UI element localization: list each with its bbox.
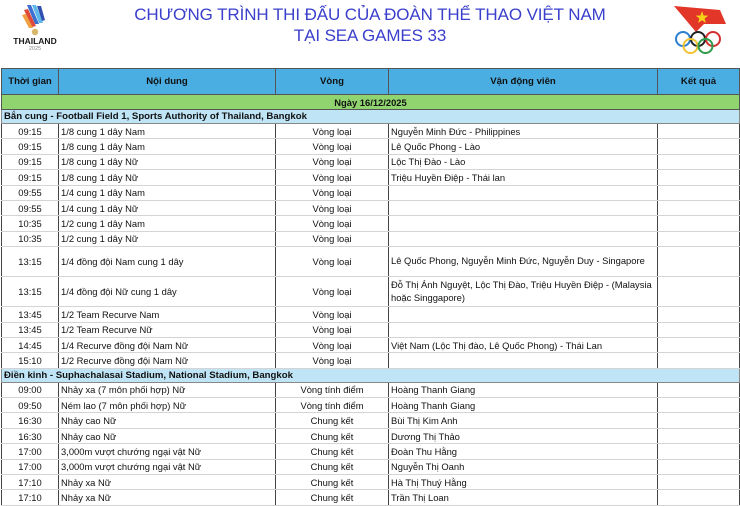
cell-time: 14:45 — [2, 337, 59, 352]
table-body — [2, 95, 740, 506]
cell-athletes — [389, 307, 658, 322]
table-row — [2, 170, 740, 185]
cell-round: Vòng loại — [276, 307, 389, 322]
cell-round: Vòng loại — [276, 247, 389, 277]
cell-round: Vòng loại — [276, 353, 389, 368]
table-row — [2, 428, 740, 443]
cell-content: 1/8 cung 1 dây Nam — [59, 124, 276, 139]
cell-content: Ném lao (7 môn phối hợp) Nữ — [59, 398, 276, 413]
cell-result — [658, 216, 740, 231]
cell-time: 09:50 — [2, 398, 59, 413]
cell-time: 09:55 — [2, 185, 59, 200]
cell-round: Chung kết — [276, 428, 389, 443]
cell-time: 13:45 — [2, 307, 59, 322]
cell-content: Nhảy xa Nữ — [59, 490, 276, 505]
cell-result — [658, 185, 740, 200]
cell-content: 1/8 cung 1 dây Nam — [59, 139, 276, 154]
cell-athletes: Đỗ Thị Ánh Nguyệt, Lộc Thị Đào, Triệu Huyền Điệp - (Malaysia hoặc Singgapore) — [389, 277, 658, 307]
cell-round: Vòng loại — [276, 277, 389, 307]
cell-result — [658, 444, 740, 459]
table-row — [2, 247, 740, 277]
cell-round: Chung kết — [276, 490, 389, 505]
cell-content: 1/4 cung 1 dây Nữ — [59, 200, 276, 215]
sea-games-thailand-logo — [10, 2, 60, 58]
cell-time: 09:15 — [2, 154, 59, 169]
cell-round: Vòng loại — [276, 124, 389, 139]
cell-athletes: Nguyễn Minh Đức - Philippines — [389, 124, 658, 139]
cell-athletes: Đoàn Thu Hằng — [389, 444, 658, 459]
cell-content: Nhảy xa Nữ — [59, 475, 276, 490]
table-row — [2, 444, 740, 459]
cell-round: Vòng loại — [276, 322, 389, 337]
cell-round: Chung kết — [276, 475, 389, 490]
cell-content: 1/4 cung 1 dây Nam — [59, 185, 276, 200]
column-header-athletes: Vận động viên — [389, 69, 658, 95]
cell-content: 1/4 Recurve đồng đội Nam Nữ — [59, 337, 276, 352]
cell-result — [658, 382, 740, 397]
section-header-row — [2, 368, 740, 382]
cell-round: Vòng loại — [276, 185, 389, 200]
cell-time: 16:30 — [2, 428, 59, 443]
cell-athletes: Lê Quốc Phong - Lào — [389, 139, 658, 154]
table-row — [2, 490, 740, 505]
cell-round: Vòng loại — [276, 200, 389, 215]
cell-time: 17:10 — [2, 475, 59, 490]
cell-athletes: Hà Thị Thuý Hằng — [389, 475, 658, 490]
cell-athletes — [389, 353, 658, 368]
cell-content: 1/2 Team Recurve Nam — [59, 307, 276, 322]
cell-round: Vòng loại — [276, 231, 389, 246]
cell-athletes: Trần Thị Loan — [389, 490, 658, 505]
cell-athletes — [389, 216, 658, 231]
date-row — [2, 95, 740, 110]
cell-round: Vòng loại — [276, 216, 389, 231]
cell-content: 3,000m vượt chướng ngại vật Nữ — [59, 444, 276, 459]
cell-round: Vòng tính điểm — [276, 398, 389, 413]
cell-athletes: Nguyễn Thị Oanh — [389, 459, 658, 474]
cell-content: 1/8 cung 1 dây Nữ — [59, 170, 276, 185]
table-row — [2, 413, 740, 428]
cell-content: 1/8 cung 1 dây Nữ — [59, 154, 276, 169]
cell-athletes: Lê Quốc Phong, Nguyễn Minh Đức, Nguyễn Duy - Singapore — [389, 247, 658, 277]
table-row — [2, 382, 740, 397]
cell-athletes — [389, 231, 658, 246]
column-header-result: Kết quả — [658, 69, 740, 95]
cell-time: 09:15 — [2, 170, 59, 185]
cell-time: 15:10 — [2, 353, 59, 368]
cell-result — [658, 490, 740, 505]
schedule-table — [1, 68, 740, 506]
cell-time: 09:55 — [2, 200, 59, 215]
cell-content: 1/2 cung 1 dây Nữ — [59, 231, 276, 246]
table-row — [2, 185, 740, 200]
cell-time: 09:15 — [2, 139, 59, 154]
cell-athletes: Bùi Thị Kim Anh — [389, 413, 658, 428]
title-line-1: CHƯƠNG TRÌNH THI ĐẤU CỦA ĐOÀN THỂ THAO VIỆT NAM — [134, 5, 606, 24]
page-title — [120, 4, 620, 46]
cell-time: 09:15 — [2, 124, 59, 139]
column-header-round: Vòng — [276, 69, 389, 95]
cell-content: 1/4 đồng đội Nữ cung 1 dây — [59, 277, 276, 307]
cell-result — [658, 200, 740, 215]
logo-brand-text: THAILAND — [13, 36, 57, 46]
cell-content: 1/2 Recurve đồng đội Nam Nữ — [59, 353, 276, 368]
cell-athletes — [389, 200, 658, 215]
cell-result — [658, 413, 740, 428]
cell-result — [658, 459, 740, 474]
cell-round: Vòng tính điểm — [276, 382, 389, 397]
date-label: Ngày 16/12/2025 — [2, 95, 740, 110]
table-row — [2, 459, 740, 474]
table-row — [2, 200, 740, 215]
cell-round: Chung kết — [276, 444, 389, 459]
cell-result — [658, 475, 740, 490]
cell-result — [658, 247, 740, 277]
section-header-row — [2, 110, 740, 124]
cell-content: 1/2 cung 1 dây Nam — [59, 216, 276, 231]
vietnam-olympic-committee-logo — [670, 2, 732, 58]
cell-time: 10:35 — [2, 216, 59, 231]
section-title: Bắn cung - Football Field 1, Sports Authority of Thailand, Bangkok — [2, 110, 740, 124]
olympic-rings-flag-icon — [670, 2, 732, 58]
cell-result — [658, 398, 740, 413]
table-header-row — [2, 69, 740, 95]
cell-content: Nhảy cao Nữ — [59, 428, 276, 443]
table-row — [2, 139, 740, 154]
table-row — [2, 307, 740, 322]
cell-result — [658, 322, 740, 337]
cell-time: 13:15 — [2, 247, 59, 277]
cell-content: Nhảy xa (7 môn phối hợp) Nữ — [59, 382, 276, 397]
cell-round: Vòng loại — [276, 139, 389, 154]
cell-round: Vòng loại — [276, 154, 389, 169]
cell-time: 09:00 — [2, 382, 59, 397]
cell-content: 1/4 đồng đội Nam cung 1 dây — [59, 247, 276, 277]
logo-year-text: 2025 — [28, 46, 42, 52]
cell-result — [658, 277, 740, 307]
cell-round: Chung kết — [276, 413, 389, 428]
cell-result — [658, 337, 740, 352]
cell-round: Vòng loại — [276, 337, 389, 352]
cell-result — [658, 353, 740, 368]
cell-result — [658, 139, 740, 154]
cell-athletes — [389, 322, 658, 337]
cell-athletes — [389, 185, 658, 200]
cell-round: Vòng loại — [276, 170, 389, 185]
table-row — [2, 277, 740, 307]
table-row — [2, 154, 740, 169]
table-row — [2, 216, 740, 231]
table-row — [2, 322, 740, 337]
title-line-2: TẠI SEA GAMES 33 — [293, 26, 447, 45]
cell-time: 17:10 — [2, 490, 59, 505]
cell-result — [658, 307, 740, 322]
cell-time: 17:00 — [2, 444, 59, 459]
cell-result — [658, 124, 740, 139]
cell-content: 3,000m vượt chướng ngại vật Nữ — [59, 459, 276, 474]
cell-content: Nhảy cao Nữ — [59, 413, 276, 428]
cell-athletes: Hoàng Thanh Giang — [389, 398, 658, 413]
cell-time: 16:30 — [2, 413, 59, 428]
table-row — [2, 337, 740, 352]
cell-time: 10:35 — [2, 231, 59, 246]
cell-time: 13:15 — [2, 277, 59, 307]
cell-athletes: Hoàng Thanh Giang — [389, 382, 658, 397]
cell-athletes: Việt Nam (Lộc Thị đào, Lê Quốc Phong) - Thái Lan — [389, 337, 658, 352]
cell-athletes: Triệu Huyền Điệp - Thái lan — [389, 170, 658, 185]
table-row — [2, 353, 740, 368]
cell-result — [658, 170, 740, 185]
cell-time: 17:00 — [2, 459, 59, 474]
cell-athletes: Lộc Thị Đào - Lào — [389, 154, 658, 169]
section-title: Điền kinh - Suphachalasai Stadium, National Stadium, Bangkok — [2, 368, 740, 382]
column-header-time: Thời gian — [2, 69, 59, 95]
cell-time: 13:45 — [2, 322, 59, 337]
logo-flame-icon — [10, 2, 60, 36]
table-row — [2, 231, 740, 246]
table-row — [2, 475, 740, 490]
cell-athletes: Dương Thị Thảo — [389, 428, 658, 443]
cell-result — [658, 154, 740, 169]
table-row — [2, 124, 740, 139]
column-header-content: Nội dung — [59, 69, 276, 95]
cell-round: Chung kết — [276, 459, 389, 474]
cell-content: 1/2 Team Recurve Nữ — [59, 322, 276, 337]
table-row — [2, 398, 740, 413]
cell-result — [658, 231, 740, 246]
cell-result — [658, 428, 740, 443]
